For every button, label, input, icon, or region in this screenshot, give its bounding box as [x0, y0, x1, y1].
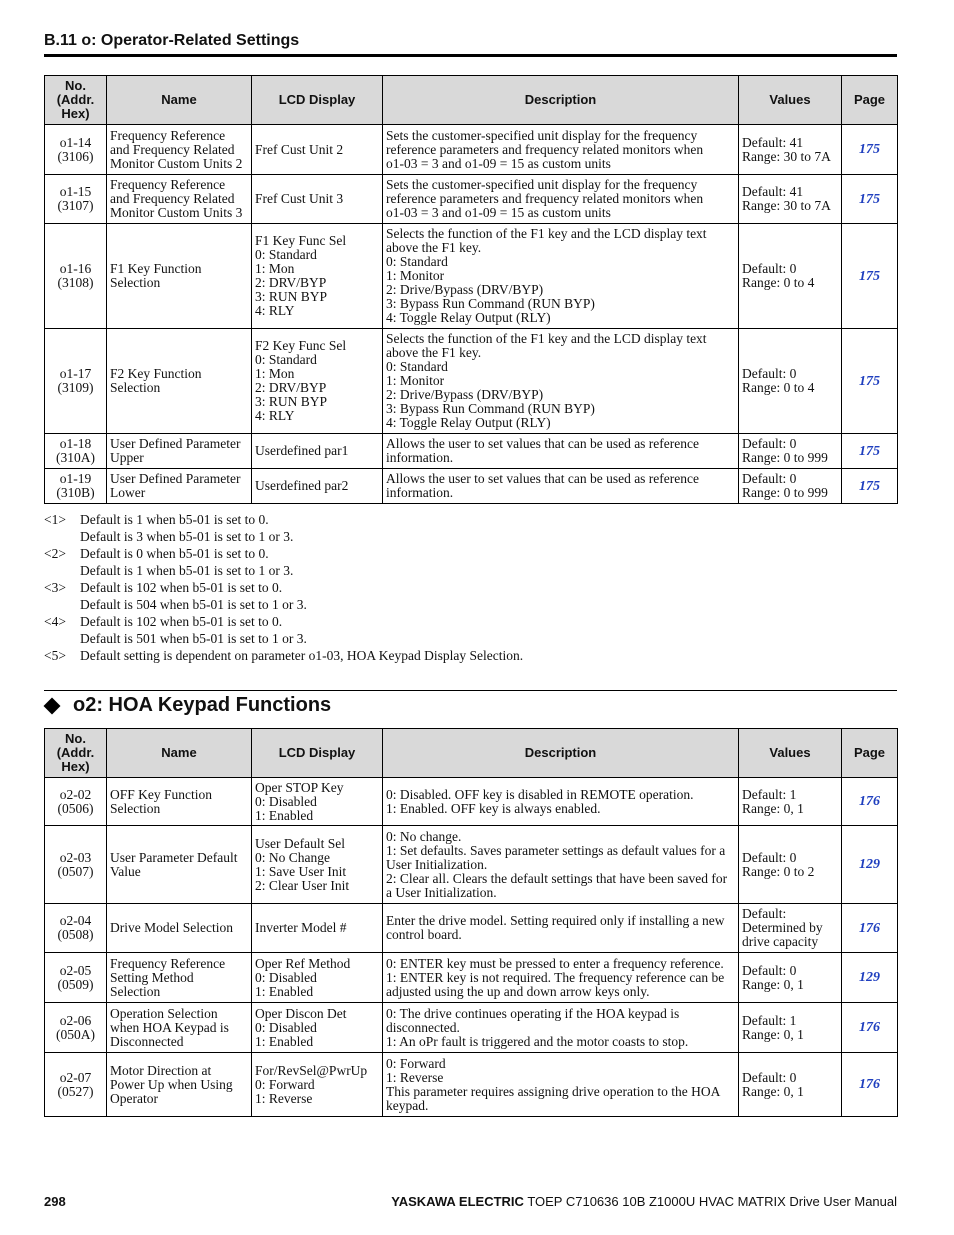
cell-values: Default: 0 Range: 0 to 2 [739, 826, 842, 904]
table-row [45, 434, 898, 469]
cell-description: Allows the user to set values that can be used as reference information. [383, 434, 739, 469]
col-header-description: Description [383, 729, 739, 778]
cell-parameter-no: o2-02 (0506) [45, 778, 107, 826]
col-header-lcd: LCD Display [252, 76, 383, 125]
cell-values: Default: 1 Range: 0, 1 [739, 1003, 842, 1053]
cell-lcd-display: Inverter Model # [252, 904, 383, 953]
cell-values: Default: 0 Range: 0, 1 [739, 1053, 842, 1117]
cell-page [842, 953, 898, 1003]
diamond-bullet-icon [44, 697, 61, 714]
cell-parameter-no: o2-06 (050A) [45, 1003, 107, 1053]
cell-parameter-no: o2-03 (0507) [45, 826, 107, 904]
footnote-marker: <3> [44, 580, 66, 595]
cell-values: Default: 0 Range: 0, 1 [739, 953, 842, 1003]
footnote-marker: <4> [44, 614, 66, 629]
page-link[interactable]: 175 [859, 373, 880, 389]
table-row [45, 469, 898, 504]
cell-parameter-no: o1-14 (3106) [45, 125, 107, 175]
table-row [45, 329, 898, 434]
footnote [44, 579, 897, 613]
table-row [45, 778, 898, 826]
page-link[interactable]: 175 [859, 478, 880, 494]
footnote-text: Default is 1 when b5-01 is set to 0. Default is 3 when b5-01 is set to 1 or 3. [80, 512, 294, 544]
col-header-page: Page [842, 76, 898, 125]
cell-lcd-display: F1 Key Func Sel 0: Standard 1: Mon 2: DRV/BYP 3: RUN BYP 4: RLY [252, 224, 383, 329]
footnote-text: Default is 0 when b5-01 is set to 0. Default is 1 when b5-01 is set to 1 or 3. [80, 546, 294, 578]
footer-brand: YASKAWA ELECTRIC [391, 1194, 524, 1209]
page-link[interactable]: 175 [859, 443, 880, 459]
cell-description: Enter the drive model. Setting required only if installing a new control board. [383, 904, 739, 953]
col-header-lcd: LCD Display [252, 729, 383, 778]
cell-page [842, 434, 898, 469]
table-row [45, 904, 898, 953]
cell-parameter-no: o1-16 (3108) [45, 224, 107, 329]
cell-page [842, 175, 898, 224]
cell-lcd-display: Fref Cust Unit 3 [252, 175, 383, 224]
cell-description: 0: ENTER key must be pressed to enter a frequency reference. 1: ENTER key is not required. The frequency reference can be adjusted using the up and down arrow keys only. [383, 953, 739, 1003]
page-link[interactable]: 176 [859, 1020, 880, 1035]
table-row [45, 953, 898, 1003]
cell-description: 0: Forward 1: Reverse This parameter requires assigning drive operation to the HOA keypad. [383, 1053, 739, 1117]
cell-values: Default: 41 Range: 30 to 7A [739, 175, 842, 224]
cell-name: F2 Key Function Selection [107, 329, 252, 434]
cell-parameter-no: o1-15 (3107) [45, 175, 107, 224]
document-footer [391, 1194, 897, 1209]
table-header-row [45, 76, 898, 125]
cell-parameter-no: o1-19 (310B) [45, 469, 107, 504]
footnote [44, 613, 897, 647]
cell-values: Default: 1 Range: 0, 1 [739, 778, 842, 826]
parameter-table-o1 [44, 75, 898, 504]
cell-lcd-display: Oper Ref Method 0: Disabled 1: Enabled [252, 953, 383, 1003]
cell-description: Selects the function of the F1 key and the LCD display text above the F1 key. 0: Standard 1: Monitor 2: Drive/Bypass (DRV/BYP) 3: Bypass Run Command (RUN BYP) 4: Toggle Relay Output (RLY) [383, 329, 739, 434]
table-row [45, 175, 898, 224]
cell-name: Operation Selection when HOA Keypad is Disconnected [107, 1003, 252, 1053]
cell-parameter-no: o2-07 (0527) [45, 1053, 107, 1117]
footnote-marker: <2> [44, 546, 66, 561]
section-divider [44, 690, 897, 691]
page-link[interactable]: 129 [859, 857, 880, 872]
cell-name: Drive Model Selection [107, 904, 252, 953]
col-header-values: Values [739, 729, 842, 778]
cell-page [842, 224, 898, 329]
section-title [44, 694, 331, 717]
cell-values: Default: 0 Range: 0 to 999 [739, 434, 842, 469]
footnote-text: Default is 102 when b5-01 is set to 0. Default is 504 when b5-01 is set to 1 or 3. [80, 580, 307, 612]
cell-description: Sets the customer-specified unit display for the frequency reference parameters and frequency related monitors when o1-03 = 3 and o1-09 = 15 as custom units [383, 175, 739, 224]
cell-description: 0: Disabled. OFF key is disabled in REMOTE operation. 1: Enabled. OFF key is always enabled. [383, 778, 739, 826]
cell-name: User Parameter Default Value [107, 826, 252, 904]
footnote-text: Default is 102 when b5-01 is set to 0. Default is 501 when b5-01 is set to 1 or 3. [80, 614, 307, 646]
table-header-row [45, 729, 898, 778]
col-header-page: Page [842, 729, 898, 778]
cell-description: 0: No change. 1: Set defaults. Saves parameter settings as default values for a User Initialization. 2: Clear all. Clears the default settings that have been saved for a User Initialization. [383, 826, 739, 904]
cell-values: Default: 41 Range: 30 to 7A [739, 125, 842, 175]
cell-name: OFF Key Function Selection [107, 778, 252, 826]
cell-name: F1 Key Function Selection [107, 224, 252, 329]
cell-page [842, 469, 898, 504]
page-link[interactable]: 176 [859, 794, 880, 809]
cell-lcd-display: F2 Key Func Sel 0: Standard 1: Mon 2: DRV/BYP 3: RUN BYP 4: RLY [252, 329, 383, 434]
cell-lcd-display: Userdefined par1 [252, 434, 383, 469]
cell-lcd-display: Oper Discon Det 0: Disabled 1: Enabled [252, 1003, 383, 1053]
page-link[interactable]: 129 [859, 970, 880, 985]
cell-name: Frequency Reference Setting Method Selection [107, 953, 252, 1003]
cell-parameter-no: o1-18 (310A) [45, 434, 107, 469]
cell-lcd-display: Oper STOP Key 0: Disabled 1: Enabled [252, 778, 383, 826]
cell-page [842, 778, 898, 826]
page-link[interactable]: 175 [859, 142, 880, 157]
footnote-marker: <5> [44, 648, 66, 663]
page-link[interactable]: 176 [859, 920, 880, 936]
section-header: B.11 o: Operator-Related Settings [44, 32, 300, 49]
col-header-no: No. (Addr. Hex) [45, 729, 107, 778]
col-header-description: Description [383, 76, 739, 125]
page-link[interactable]: 176 [859, 1077, 880, 1092]
cell-page [842, 1053, 898, 1117]
table-row [45, 1053, 898, 1117]
cell-description: Selects the function of the F1 key and the LCD display text above the F1 key. 0: Standard 1: Monitor 2: Drive/Bypass (DRV/BYP) 3: Bypass Run Command (RUN BYP) 4: Toggle Relay Output (RLY) [383, 224, 739, 329]
footnotes [44, 511, 897, 664]
section-title-text: o2: HOA Keypad Functions [73, 694, 332, 716]
footnote [44, 511, 897, 545]
cell-values: Default: Determined by drive capacity [739, 904, 842, 953]
col-header-name: Name [107, 729, 252, 778]
table-row [45, 1003, 898, 1053]
footnote-marker: <1> [44, 512, 66, 527]
cell-description: 0: The drive continues operating if the HOA keypad is disconnected. 1: An oPr fault is triggered and the motor coasts to stop. [383, 1003, 739, 1053]
cell-name: Frequency Reference and Frequency Related Monitor Custom Units 2 [107, 125, 252, 175]
page-link[interactable]: 175 [859, 268, 880, 284]
cell-values: Default: 0 Range: 0 to 4 [739, 329, 842, 434]
parameter-table-o2 [44, 728, 898, 1117]
page-number: 298 [44, 1194, 66, 1209]
cell-page [842, 1003, 898, 1053]
col-header-no: No. (Addr. Hex) [45, 76, 107, 125]
cell-name: Motor Direction at Power Up when Using Operator [107, 1053, 252, 1117]
cell-name: Frequency Reference and Frequency Related Monitor Custom Units 3 [107, 175, 252, 224]
cell-lcd-display: For/RevSel@PwrUp 0: Forward 1: Reverse [252, 1053, 383, 1117]
footnote-text: Default setting is dependent on parameter o1-03, HOA Keypad Display Selection. [80, 648, 524, 663]
cell-page [842, 125, 898, 175]
cell-description: Sets the customer-specified unit display for the frequency reference parameters and frequency related monitors when o1-03 = 3 and o1-09 = 15 as custom units [383, 125, 739, 175]
table-row [45, 125, 898, 175]
cell-page [842, 329, 898, 434]
cell-parameter-no: o2-05 (0509) [45, 953, 107, 1003]
cell-parameter-no: o2-04 (0508) [45, 904, 107, 953]
page-link[interactable]: 175 [859, 191, 880, 207]
footer-doc-title: TOEP C710636 10B Z1000U HVAC MATRIX Drive User Manual [527, 1194, 897, 1209]
cell-values: Default: 0 Range: 0 to 999 [739, 469, 842, 504]
cell-name: User Defined Parameter Lower [107, 469, 252, 504]
col-header-name: Name [107, 76, 252, 125]
cell-page [842, 904, 898, 953]
header-rule [44, 54, 897, 57]
cell-lcd-display: User Default Sel 0: No Change 1: Save User Init 2: Clear User Init [252, 826, 383, 904]
cell-values: Default: 0 Range: 0 to 4 [739, 224, 842, 329]
table-row [45, 224, 898, 329]
col-header-values: Values [739, 76, 842, 125]
footnote [44, 647, 897, 664]
cell-name: User Defined Parameter Upper [107, 434, 252, 469]
cell-lcd-display: Userdefined par2 [252, 469, 383, 504]
table-row [45, 826, 898, 904]
footnote [44, 545, 897, 579]
cell-lcd-display: Fref Cust Unit 2 [252, 125, 383, 175]
cell-description: Allows the user to set values that can be used as reference information. [383, 469, 739, 504]
cell-page [842, 826, 898, 904]
cell-parameter-no: o1-17 (3109) [45, 329, 107, 434]
